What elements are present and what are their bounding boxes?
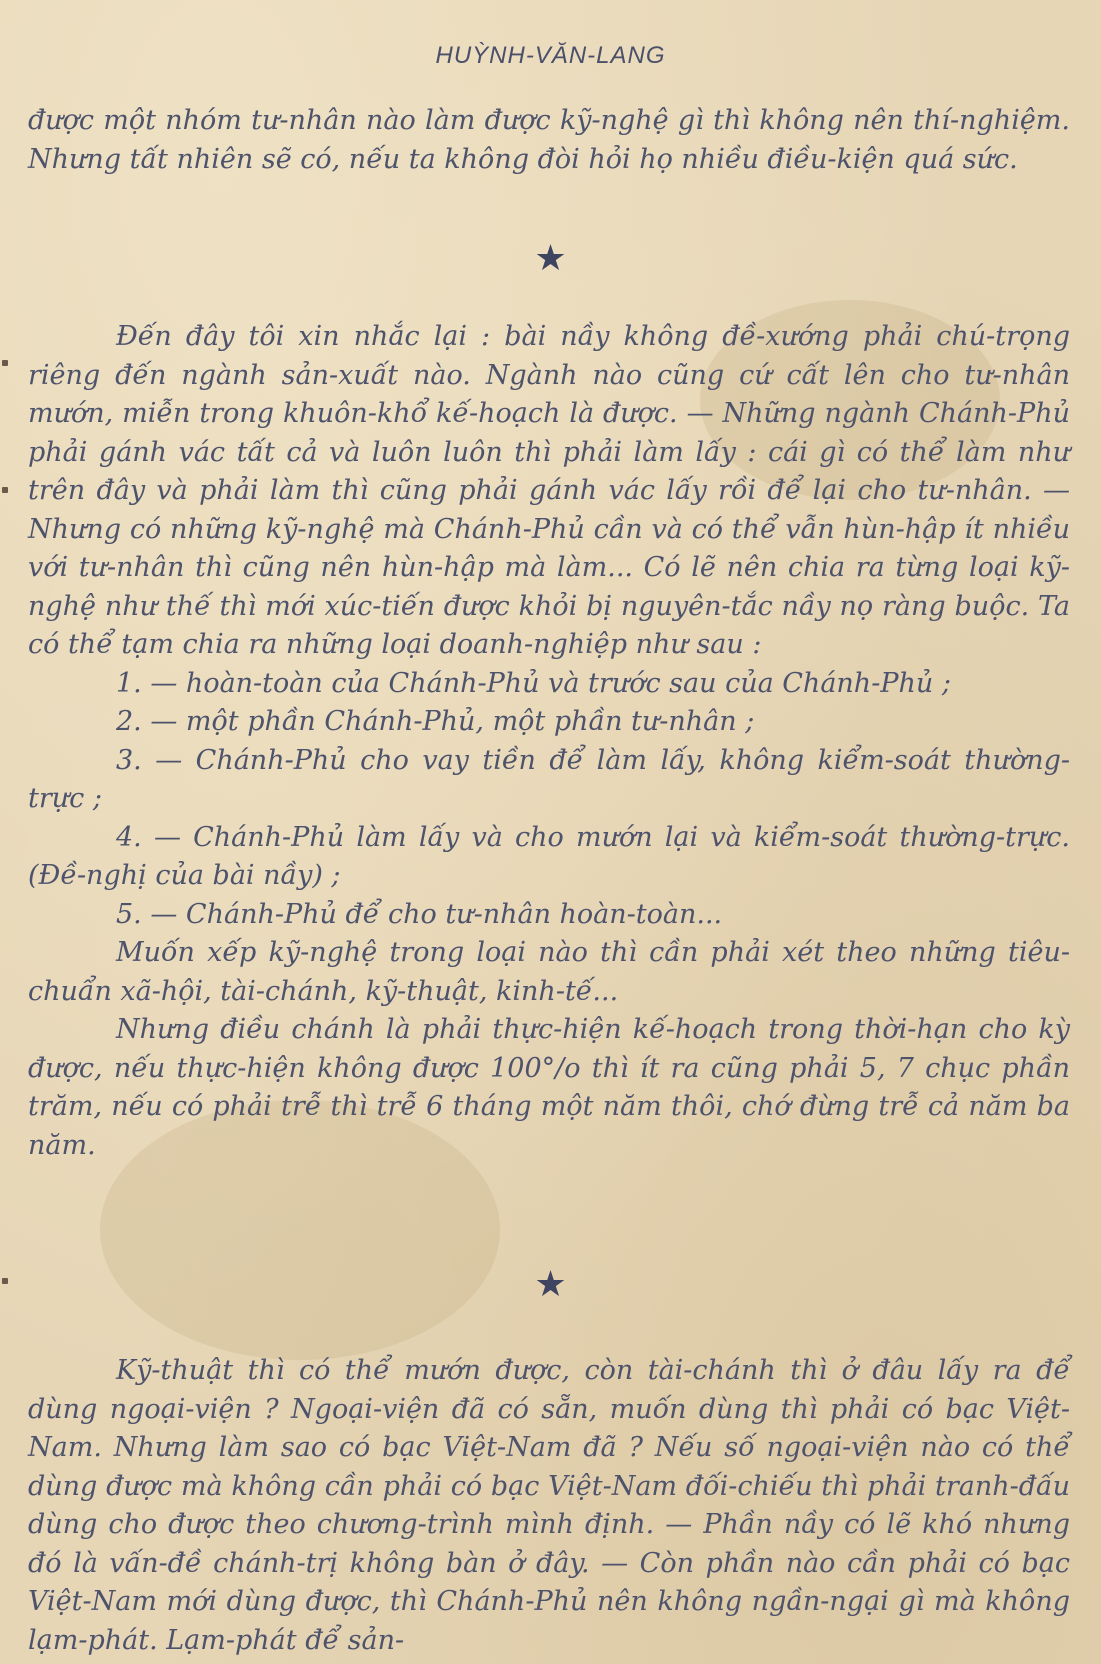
list-item: 5. — Chánh-Phủ để cho tư-nhân hoàn-toàn... (116, 898, 723, 930)
star-divider: ★ (534, 1264, 567, 1305)
section-2 (28, 318, 1070, 1165)
running-head: HUỲNH-VĂN-LANG (435, 42, 666, 69)
paragraph: Muốn xếp kỹ-nghệ trong loại nào thì cần phải xét theo những tiêu-chuẩn xã-hội, tài-chánh, kỹ-thuật, kinh-tế... (28, 937, 1070, 1007)
list-item: 3. — Chánh-Phủ cho vay tiền để làm lấy, không kiểm-soát thường-trực ; (28, 744, 1070, 814)
list-item: 2. — một phần Chánh-Phủ, một phần tư-nhân ; (116, 706, 755, 737)
section-3 (28, 1352, 1070, 1660)
paragraph: Đến đây tôi xin nhắc lại : bài nầy không đề-xướng phải chú-trọng riêng đến ngành sản-xuất nào. Ngành nào cũng cứ cất lên cho tư-nhân mướn, miễn trong khuôn-khổ kế-hoạch là được. — Những ngành Chánh-Phủ phải gánh vác tất cả và luôn luôn thì phải làm lấy : cái gì có thể làm như trên đây và phải làm thì cũng phải gánh vác lấy rồi để lại cho tư-nhân. — Nhưng có những kỹ-nghệ mà Chánh-Phủ cần và có thể vẫn hùn-hập ít nhiều với tư-nhân thì cũng nên hùn-hập mà làm... Có lẽ nên chia ra từng loại kỹ-nghệ như thế thì mới xúc-tiến được khỏi bị nguyên-tắc nầy nọ ràng buộc. Ta có thể tạm chia ra những loại doanh-nghiệp như sau : (28, 321, 1070, 660)
list-item: 1. — hoàn-toàn của Chánh-Phủ và trước sau của Chánh-Phủ ; (116, 667, 951, 699)
margin-mark (2, 360, 8, 366)
star-divider: ★ (534, 238, 567, 279)
paragraph: Kỹ-thuật thì có thể mướn được, còn tài-chánh thì ở đâu lấy ra để dùng ngoại-viện ? Ngoại-viện đã có sẵn, muốn dùng thì phải có bạc Việt-Nam. Nhưng làm sao có bạc Việt-Nam đã ? Nếu số ngoại-viện nào có thể dùng được mà không cần phải có bạc Việt-Nam đối-chiếu thì phải tranh-đấu dùng cho được theo chương-trình mình định. — Phần nầy có lẽ khó nhưng đó là vấn-đề chánh-trị không bàn ở đây. — Còn phần nào cần phải có bạc Việt-Nam mới dùng được, thì Chánh-Phủ nên không ngần-ngại gì mà không lạm-phát. Lạm-phát để sản- (28, 1355, 1070, 1656)
paragraph: Nhưng điều chánh là phải thực-hiện kế-hoạch trong thời-hạn cho kỳ được, nếu thực-hiện không được 100°/o thì ít ra cũng phải 5, 7 chục phần trăm, nếu có phải trễ thì trễ 6 tháng một năm thôi, chớ đừng trễ cả năm ba năm. (28, 1014, 1070, 1161)
list-item: 4. — Chánh-Phủ làm lấy và cho mướn lại và kiểm-soát thường-trực. (Đề-nghị của bài nầy) ; (28, 821, 1070, 891)
margin-mark (2, 487, 8, 493)
paragraph: được một nhóm tư-nhân nào làm được kỹ-nghệ gì thì không nên thí-nghiệm. Nhưng tất nhiên sẽ có, nếu ta không đòi hỏi họ nhiều điều-kiện quá sức. (28, 105, 1070, 175)
section-1 (28, 102, 1070, 179)
